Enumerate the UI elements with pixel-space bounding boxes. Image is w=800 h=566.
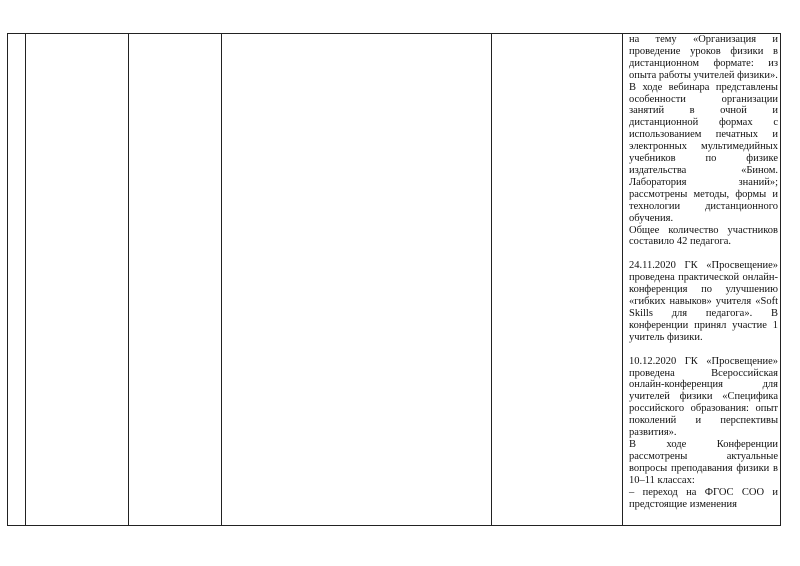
paragraph: – переход на ФГОС СОО и предстоящие изменения xyxy=(629,486,778,510)
column-divider xyxy=(25,34,26,525)
paragraph: на тему «Организация и проведение уроков физики в дистанционном формате: из опыта работы учителей физики». xyxy=(629,34,778,81)
column-divider xyxy=(221,34,222,525)
column-divider xyxy=(128,34,129,525)
paragraph: 24.11.2020 ГК «Просвещение» проведена практической онлайн-конференция по улучшению «гибких навыков» учителя «Soft Skills для педагога». В конференции принял участие 1 учитель физики. xyxy=(629,260,778,343)
table-cell-events xyxy=(624,34,780,525)
paragraph: Общее количество участников составило 42 педагога. xyxy=(629,224,778,248)
column-divider xyxy=(491,34,492,525)
paragraph: 10.12.2020 ГК «Просвещение» проведена Всероссийская онлайн-конференция для учителей физики «Специфика российского образования: опыт поколений и перспективы развития». xyxy=(629,355,778,439)
paragraph: В ходе Конференции рассмотрены актуальные вопросы преподавания физики в 10–11 классах: xyxy=(629,439,778,486)
paragraph: В ходе вебинара представлены особенности организации занятий в очной и дистанционной формах с использованием печатных и электронных мультимедийных учебников по физике издательства «Бином. Лаборатория знаний»; рассмотрены методы, формы и технологии дистанционного обучения. xyxy=(629,81,778,224)
column-divider xyxy=(622,34,623,525)
table xyxy=(7,33,781,526)
